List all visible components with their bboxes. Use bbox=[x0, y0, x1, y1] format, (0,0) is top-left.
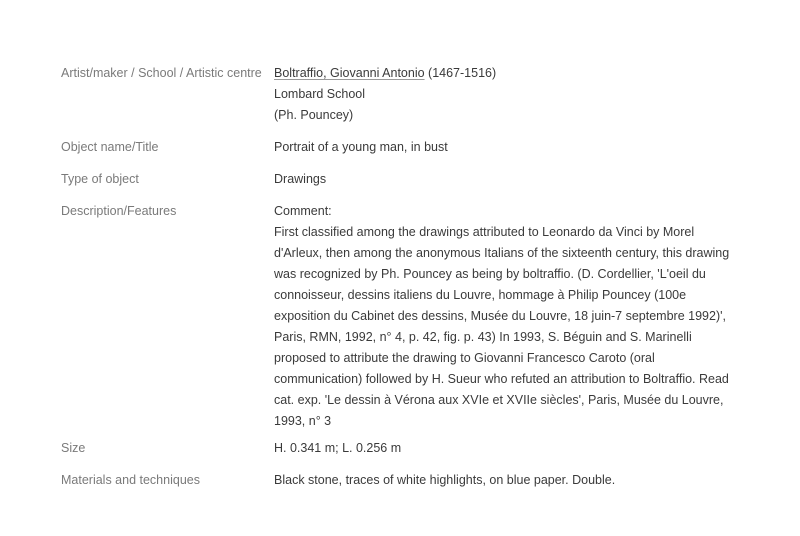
row-materials bbox=[61, 470, 751, 491]
row-type bbox=[61, 169, 751, 190]
artist-dates: (1467-1516) bbox=[424, 66, 497, 80]
description-label: Description/Features bbox=[61, 204, 177, 218]
materials-value: Black stone, traces of white highlights, on blue paper. Double. bbox=[274, 473, 616, 487]
artist-name-link[interactable]: Boltraffio, Giovanni Antonio bbox=[274, 66, 425, 80]
artist-value bbox=[274, 63, 751, 126]
title-label: Object name/Title bbox=[61, 140, 159, 154]
artist-school: Lombard School bbox=[274, 87, 366, 101]
materials-label: Materials and techniques bbox=[61, 473, 200, 487]
row-size bbox=[61, 438, 751, 459]
title-value: Portrait of a young man, in bust bbox=[274, 140, 448, 154]
type-value: Drawings bbox=[274, 172, 327, 186]
description-value bbox=[274, 201, 751, 432]
description-text: First classified among the drawings attributed to Leonardo da Vinci by Morel d'Arleux, then among the anonymous Italians of the sixteenth century, this drawing was recognized by Ph. Pouncey as being by boltraffio. (D. Cordellier, 'L'oeil du connoisseur, dessins italiens du Louvre, hommage à Philip Pouncey (100e exposition du Cabinet des dessins, Musée du Louvre, 18 juin-7 septembre 1992)', Paris, RMN, 1992, n° 4, p. 42, fig. p. 43) In 1993, S. Béguin and S. Marinelli proposed to attribute the drawing to Giovanni Francesco Caroto (oral communication) followed by H. Sueur who refuted an attribution to Boltraffio. Read cat. exp. 'Le dessin à Vérona aux XVIe et XVIIe siècles', Paris, Musée du Louvre, 1993, n° 3 bbox=[274, 225, 730, 428]
artist-attribution: (Ph. Pouncey) bbox=[274, 108, 354, 122]
type-label: Type of object bbox=[61, 172, 139, 186]
artist-label: Artist/maker / School / Artistic centre bbox=[61, 66, 262, 80]
row-description bbox=[61, 201, 751, 432]
description-heading: Comment: bbox=[274, 204, 332, 218]
size-label: Size bbox=[61, 441, 86, 455]
row-artist bbox=[61, 63, 751, 126]
row-title bbox=[61, 137, 751, 158]
size-value: H. 0.341 m; L. 0.256 m bbox=[274, 441, 402, 455]
artwork-record bbox=[61, 63, 751, 491]
artist-line bbox=[274, 63, 751, 84]
